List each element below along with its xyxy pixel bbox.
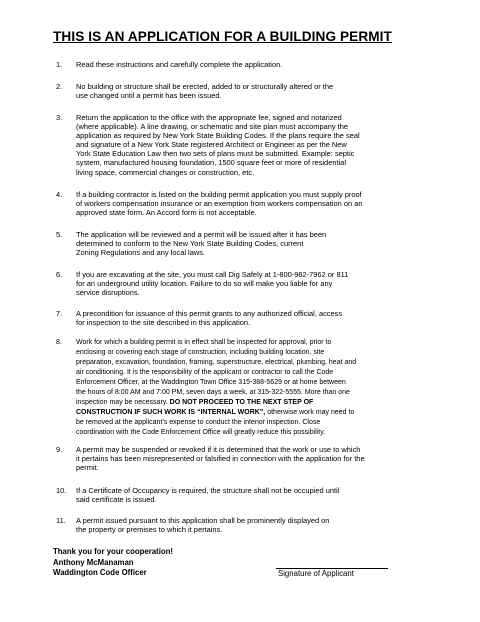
item-text: for an underground utility location. Failure to do so will make you liable for any: [76, 279, 333, 289]
item-text: A precondition for issuance of this permit grants to any authorized official, access: [76, 309, 343, 318]
officer-role: Waddington Code Officer: [53, 568, 147, 578]
item-text: use changed until a permit has been issued.: [76, 91, 222, 101]
instruction-item: [56, 230, 436, 257]
closing-block: [53, 547, 173, 579]
instruction-item: [56, 190, 436, 217]
item-text: and signature of a New York State registered Architect or Engineer as per the New: [76, 140, 347, 150]
item-text: approved state form. An Accord form is not acceptable.: [76, 208, 257, 218]
item-text: for inspection to the site described in this application.: [76, 318, 251, 328]
item-text: Zoning Regulations and any local laws.: [76, 248, 205, 258]
item-number: 2.: [56, 82, 63, 91]
warning-text: CONSTRUCTION IF SUCH WORK IS “INTERNAL WORK”,: [76, 409, 266, 417]
item-number: 3.: [56, 113, 63, 122]
item-text: permit.: [76, 463, 99, 473]
item-text: the hours of 8:00 AM and 7:00 PM, seven days a week, at 315-322-5555. More than one: [76, 389, 350, 397]
instruction-item: [56, 516, 436, 534]
page-title: THIS IS AN APPLICATION FOR A BUILDING PERMIT: [53, 29, 392, 44]
instruction-item: [56, 60, 436, 69]
item-number: 6.: [56, 270, 63, 279]
item-text: said certificate is issued.: [76, 495, 157, 505]
officer-name: Anthony McManaman: [53, 557, 134, 567]
item-text: Return the application to the office with the appropriate fee, signed and notarized: [76, 113, 342, 122]
item-text: If a Certificate of Occupancy is required, the structure shall not be occupied until: [76, 486, 340, 495]
item-number: 5.: [56, 230, 63, 239]
item-text: of workers compensation insurance or an exemption from workers compensation on an: [76, 199, 363, 209]
item-number: 11.: [56, 516, 66, 525]
item-text: A permit issued pursuant to this application shall be prominently displayed on: [76, 516, 330, 525]
item-text: If a building contractor is listed on the building permit application you must supply proof: [76, 190, 362, 199]
item-text: The application will be reviewed and a permit will be issued after it has been: [76, 230, 327, 239]
instruction-item: [56, 270, 436, 297]
item-number: 4.: [56, 190, 63, 199]
item-text: Enforcement Officer, at the Waddington Town Office 315-388-5629 or at home between: [76, 379, 346, 387]
item-text: coordination with the Code Enforcement Office will greatly reduce this possibility.: [76, 429, 326, 437]
item-text: York State Education Law then two sets of plans must be submitted. Example: septic: [76, 149, 355, 159]
item-number: 1.: [56, 60, 63, 69]
item-text: Work for which a building permit is in effect shall be inspected for approval, prior to: [76, 339, 332, 346]
item-number: 9.: [56, 445, 63, 454]
thanks-text: Thank you for your cooperation!: [53, 547, 173, 556]
item-text: enclosing or covering each stage of construction, including building location, site: [76, 349, 325, 357]
item-text: Read these instructions and carefully complete the application.: [76, 60, 283, 69]
instruction-item: [56, 338, 436, 438]
item-text: application as required by New York State Building Codes. If the plans require the seal: [76, 131, 360, 141]
instruction-item: [56, 113, 436, 177]
item-text: it pertains has been misrepresented or falsified in connection with the application for the: [76, 454, 365, 464]
item-text: No building or structure shall be erected, added to or structurally altered or the: [76, 82, 334, 91]
warning-text: DO NOT PROCEED TO THE NEXT STEP OF: [169, 399, 314, 407]
item-text: A permit may be suspended or revoked if it is determined that the work or use to which: [76, 445, 361, 454]
item-text: system, manufactured housing foundation, 1500 square feet or more of residential: [76, 158, 346, 168]
item-number: 8.: [56, 339, 62, 346]
item-number: 7.: [56, 309, 63, 318]
signature-label: Signature of Applicant: [278, 569, 354, 578]
item-text: If you are excavating at the site, you must call Dig Safely at 1-800-962-7962 or 811: [76, 270, 349, 279]
item-text: living space, commercial changes or construction, etc.: [76, 167, 255, 177]
item-text: be removed at the applicant’s expense to conduct the interior inspection. Close: [76, 419, 321, 427]
instruction-item: [56, 486, 436, 504]
item-text-line: [76, 408, 436, 418]
item-text: service disruptions.: [76, 288, 140, 298]
item-text: determined to conform to the New York State Building Codes, current: [76, 239, 304, 249]
item-text: otherwise work may need to: [265, 409, 355, 417]
instruction-item: [56, 82, 436, 100]
instruction-item: [56, 445, 436, 472]
item-text: inspection may be necessary.: [76, 399, 170, 407]
item-text: (where applicable). A line drawing, or schematic and site plan must accompany the: [76, 122, 349, 132]
item-text-line: [76, 398, 436, 408]
instruction-item: [56, 309, 436, 327]
item-number: 10.: [56, 486, 67, 495]
item-text: the property or premises to which it pertains.: [76, 525, 223, 535]
item-text: preparation, excavation, foundation, framing, superstructure, electrical, plumbing, heat and: [76, 359, 357, 367]
item-text: air conditioning. It is the responsibility of the applicant or contractor to call the Code: [76, 369, 334, 377]
